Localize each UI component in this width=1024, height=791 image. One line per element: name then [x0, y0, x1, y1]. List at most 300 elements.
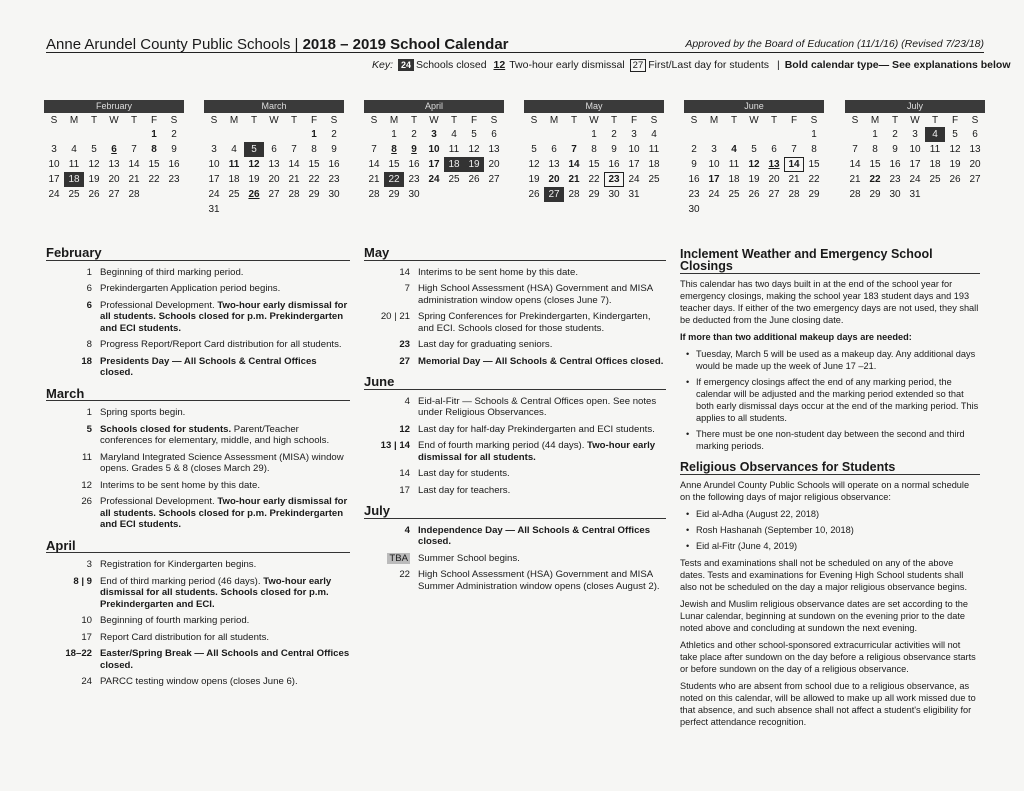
- day-cell: 15: [869, 159, 881, 170]
- day-cell: [424, 187, 444, 202]
- month-events-february: [46, 247, 350, 388]
- day-cell: 4: [451, 129, 457, 140]
- event-date: 8: [86, 339, 92, 350]
- day-cell: [264, 127, 284, 142]
- day-cell: 3: [631, 129, 637, 140]
- week-row: [684, 157, 824, 172]
- day-cell: 18: [929, 159, 941, 170]
- weekday-label: M: [69, 114, 79, 126]
- event-item: [364, 396, 666, 419]
- day-cell: [44, 127, 64, 142]
- day-cell: 19: [88, 174, 100, 185]
- day-cell: 17: [909, 159, 921, 170]
- week-row: [845, 142, 985, 157]
- week-row: [524, 127, 664, 142]
- day-cell: 22: [869, 174, 881, 185]
- week-row: [524, 187, 664, 202]
- week-row: [364, 172, 504, 187]
- day-cell: 25: [728, 189, 740, 200]
- month-header: March: [204, 100, 344, 113]
- weekday-label: F: [150, 114, 158, 126]
- week-row: [44, 187, 184, 202]
- day-cell: 24: [208, 189, 220, 200]
- event-date: 14: [399, 468, 410, 479]
- day-cell: 11: [448, 144, 460, 155]
- day-cell: [524, 127, 544, 142]
- week-row: [845, 127, 985, 142]
- month-calendar-march: [204, 100, 344, 217]
- day-cell: 23: [688, 189, 700, 200]
- day-cell: 4: [71, 144, 77, 155]
- day-cell: [544, 127, 564, 142]
- day-cell: [484, 187, 504, 202]
- day-cell: 24: [708, 189, 720, 200]
- day-cell: 26: [468, 174, 480, 185]
- event-date: 8 | 9: [73, 575, 92, 587]
- key-first-sample: 27: [630, 59, 647, 72]
- week-row: [364, 127, 504, 142]
- day-cell: 18: [444, 157, 464, 172]
- day-cell: 23: [408, 174, 420, 185]
- day-cell: [304, 202, 324, 217]
- day-cell: 26: [748, 189, 760, 200]
- day-cell: 14: [368, 159, 380, 170]
- event-date: 18: [81, 355, 92, 367]
- day-cell: 13: [548, 159, 560, 170]
- day-cell: 22: [808, 174, 820, 185]
- day-cell: 9: [411, 144, 417, 155]
- day-cell: 25: [929, 174, 941, 185]
- religious-lunar-note: Jewish and Muslim religious observance dates are set according to the Lunar calendar, beginning at sundown on the evening prior to the date noted above and concluding at sundown the next evening.: [680, 599, 969, 633]
- key-early-sample: 12: [493, 59, 506, 71]
- event-text: Eid-al-Fitr — Schools & Central Offices open. See notes under Religious Observances.: [418, 395, 657, 418]
- day-cell: 24: [628, 174, 640, 185]
- page-header: [46, 36, 984, 53]
- day-cell: 14: [784, 157, 804, 172]
- weekday-label: S: [370, 114, 378, 126]
- day-cell: 24: [909, 174, 921, 185]
- month-calendar-july: [845, 100, 985, 202]
- day-cell: 2: [171, 129, 177, 140]
- weekday-label: F: [630, 114, 638, 126]
- day-cell: 12: [248, 159, 260, 170]
- day-cell: [124, 127, 144, 142]
- day-cell: [284, 127, 304, 142]
- day-cell: 7: [291, 144, 297, 155]
- month-header: July: [845, 100, 985, 113]
- day-cell: 15: [808, 159, 820, 170]
- event-date: 12: [81, 479, 92, 491]
- event-date: 7: [404, 283, 410, 294]
- weekday-label: S: [650, 114, 658, 126]
- approval-note: Approved by the Board of Education (11/1/16) (Revised 7/23/18): [685, 38, 984, 50]
- month-heading: May: [364, 247, 666, 261]
- weekday-label: T: [90, 114, 98, 126]
- event-text: Memorial Day — All Schools & Central Offices closed.: [418, 355, 664, 367]
- day-cell: 21: [288, 174, 300, 185]
- day-cell: 31: [628, 189, 640, 200]
- event-date: 23: [399, 339, 410, 350]
- day-cell: 18: [728, 174, 740, 185]
- event-item: [46, 283, 350, 295]
- key-early-text: Two-hour early dismissal: [509, 59, 625, 71]
- day-cell: 27: [488, 174, 500, 185]
- day-cell: 12: [88, 159, 100, 170]
- event-date: 20 | 21: [380, 311, 410, 322]
- event-text: Last day for half-day Prekindergarten and ECI students.: [418, 423, 655, 435]
- month-calendar-april: [364, 100, 504, 202]
- weekday-label: S: [530, 114, 538, 126]
- day-cell: 26: [528, 189, 540, 200]
- religious-tests-note: Tests and examinations shall not be scheduled on any of the above dates. Tests and examinations for Evening High School students shall also not be scheduled on the day a major religious observance begins.: [680, 558, 968, 592]
- religious-absence-note: Students who are absent from school due to a religious observance, as noted on this calendar, will be allowed to make up all work missed due to that absence, and such absence shall not affect a student's eligibility for perfect attendance recognition.: [680, 681, 976, 727]
- event-item: [46, 496, 350, 531]
- day-cell: 8: [591, 144, 597, 155]
- week-row: [684, 172, 824, 187]
- religious-section: [680, 461, 980, 733]
- day-cell: 26: [248, 189, 260, 200]
- day-cell: 20: [108, 174, 120, 185]
- key-closed-text: Schools closed: [415, 59, 487, 71]
- day-cell: 14: [568, 159, 580, 170]
- day-cell: [744, 127, 764, 142]
- event-item: [46, 300, 350, 335]
- month-events-june: [364, 376, 666, 505]
- day-cell: 27: [108, 189, 120, 200]
- day-cell: 14: [128, 159, 140, 170]
- weekday-label: T: [250, 114, 258, 126]
- event-date: 12: [399, 423, 410, 435]
- day-cell: 30: [608, 189, 620, 200]
- weekday-label: T: [290, 114, 298, 126]
- day-cell: 21: [128, 174, 140, 185]
- day-cell: [244, 127, 264, 142]
- day-cell: 2: [691, 144, 697, 155]
- week-row: [684, 202, 824, 217]
- event-text: Professional Development. Two-hour early dismissal for all students. Schools closed for p.m. Prekindergarten and ECI students.: [100, 299, 348, 334]
- day-cell: 25: [448, 174, 460, 185]
- day-cell: [804, 202, 824, 217]
- event-date: 26: [81, 496, 92, 507]
- day-cell: 6: [111, 144, 117, 155]
- day-cell: 16: [408, 159, 420, 170]
- event-text: Summer School begins.: [418, 552, 520, 564]
- weekday-label: T: [410, 114, 418, 126]
- day-cell: 24: [48, 189, 60, 200]
- day-cell: 14: [288, 159, 300, 170]
- event-text: Spring sports begin.: [100, 407, 186, 418]
- event-date: 4: [404, 395, 410, 407]
- week-row: [204, 202, 344, 217]
- event-text: Last day for students.: [418, 468, 510, 479]
- day-cell: 21: [368, 174, 380, 185]
- event-date: 27: [399, 355, 410, 367]
- day-cell: [224, 127, 244, 142]
- day-cell: 23: [889, 174, 901, 185]
- event-text: Interims to be sent home by this date.: [100, 479, 260, 491]
- event-item: [364, 424, 666, 436]
- day-cell: 19: [464, 157, 484, 172]
- event-date: 1: [86, 407, 92, 418]
- event-date: 6: [86, 283, 92, 294]
- event-item: [364, 339, 666, 351]
- day-cell: 26: [949, 174, 961, 185]
- weekday-label: T: [770, 114, 778, 126]
- event-text: Schools closed for students. Parent/Teacher conferences for elementary, middle, and high schools.: [100, 423, 330, 446]
- day-cell: 6: [491, 129, 497, 140]
- weekday-label: W: [910, 114, 920, 126]
- weather-item: • If emergency closings affect the end of any marking period, the calendar will be adjusted and the marking period extended so that both early dismissal days occur at the end of the marking period. This applies to all students.: [690, 376, 980, 424]
- day-cell: 13: [108, 159, 120, 170]
- religious-item: • Eid al-Fitr (June 4, 2019): [690, 540, 980, 552]
- event-date: 3: [86, 559, 92, 570]
- day-cell: 28: [849, 189, 861, 200]
- event-date: TBA: [389, 552, 408, 564]
- event-item: [364, 485, 666, 497]
- day-cell: 11: [648, 144, 660, 155]
- week-row: [44, 172, 184, 187]
- day-cell: [284, 202, 304, 217]
- day-cell: 16: [168, 159, 180, 170]
- day-cell: 13: [268, 159, 280, 170]
- day-cell: 20: [969, 159, 981, 170]
- day-cell: 21: [849, 174, 861, 185]
- event-text: High School Assessment (HSA) Government and MISA Summer Administration window opens (closes August 2).: [418, 569, 660, 592]
- weekday-label: S: [330, 114, 338, 126]
- day-cell: 28: [368, 189, 380, 200]
- day-cell: [724, 127, 744, 142]
- day-cell: 29: [308, 189, 320, 200]
- day-cell: 10: [48, 159, 60, 170]
- day-cell: 2: [411, 129, 417, 140]
- day-cell: 1: [811, 129, 817, 140]
- day-cell: [764, 127, 784, 142]
- week-row: [845, 187, 985, 202]
- weekday-label: W: [429, 114, 439, 126]
- day-cell: 2: [331, 129, 337, 140]
- day-cell: 31: [208, 204, 220, 215]
- event-date: 6: [86, 299, 92, 311]
- weekday-label: S: [50, 114, 58, 126]
- day-cell: 23: [604, 172, 624, 187]
- event-item: [46, 339, 350, 351]
- event-item: [46, 407, 350, 419]
- event-date: 17: [399, 484, 410, 496]
- day-cell: 7: [131, 144, 137, 155]
- day-cell: 6: [972, 129, 978, 140]
- day-cell: 18: [228, 174, 240, 185]
- week-row: [524, 172, 664, 187]
- day-cell: 1: [591, 129, 597, 140]
- event-item: [46, 267, 350, 279]
- day-cell: [324, 202, 344, 217]
- weekday-label: T: [610, 114, 618, 126]
- day-cell: [84, 127, 104, 142]
- day-cell: 13: [488, 144, 500, 155]
- day-cell: 5: [471, 129, 477, 140]
- day-cell: 11: [68, 159, 80, 170]
- event-date: 5: [86, 423, 92, 435]
- day-cell: 7: [571, 144, 577, 155]
- day-cell: [364, 127, 384, 142]
- day-cell: [564, 127, 584, 142]
- week-row: [204, 127, 344, 142]
- day-cell: 17: [628, 159, 640, 170]
- day-cell: 4: [651, 129, 657, 140]
- day-cell: 17: [208, 174, 220, 185]
- day-cell: 19: [248, 174, 260, 185]
- day-cell: 28: [128, 189, 140, 200]
- event-item: [46, 424, 350, 447]
- day-cell: 23: [168, 174, 180, 185]
- event-item: [364, 525, 666, 548]
- day-cell: 1: [151, 129, 157, 140]
- day-cell: [845, 127, 865, 142]
- weekday-label: M: [389, 114, 399, 126]
- day-cell: 4: [731, 144, 737, 155]
- event-text: Last day for teachers.: [418, 484, 511, 496]
- day-cell: 25: [68, 189, 80, 200]
- day-cell: 9: [892, 144, 898, 155]
- religious-title: Religious Observances for Students: [680, 461, 980, 475]
- month-heading: March: [46, 388, 350, 402]
- day-cell: [965, 187, 985, 202]
- day-cell: 10: [428, 144, 440, 155]
- event-item: [364, 356, 666, 368]
- event-text: Professional Development. Two-hour early dismissal for all students. Schools closed for p.m. Prekindergarten and ECI students.: [100, 496, 348, 530]
- weekday-label: F: [470, 114, 478, 126]
- religious-item: • Eid al-Adha (August 22, 2018): [690, 508, 980, 520]
- day-cell: 20: [488, 159, 500, 170]
- day-cell: 1: [872, 129, 878, 140]
- day-cell: 31: [909, 189, 921, 200]
- event-text: End of fourth marking period (44 days). Two-hour early dismissal for all students.: [418, 440, 656, 463]
- day-cell: [644, 187, 664, 202]
- page-title: [46, 36, 509, 53]
- day-cell: 22: [148, 174, 160, 185]
- day-cell: 8: [311, 144, 317, 155]
- day-cell: 28: [568, 189, 580, 200]
- event-item: [46, 632, 350, 644]
- weekday-label: T: [450, 114, 458, 126]
- day-cell: 16: [889, 159, 901, 170]
- day-cell: 7: [371, 144, 377, 155]
- event-item: [46, 559, 350, 571]
- day-cell: 6: [271, 144, 277, 155]
- day-cell: 27: [768, 189, 780, 200]
- event-item: [364, 267, 666, 279]
- day-cell: 30: [889, 189, 901, 200]
- weekday-label: W: [269, 114, 279, 126]
- day-cell: 5: [91, 144, 97, 155]
- day-cell: [945, 187, 965, 202]
- week-row: [364, 157, 504, 172]
- event-text: Spring Conferences for Prekindergarten, Kindergarten, and ECI. Schools closed for those students.: [418, 311, 651, 334]
- month-events-march: [46, 385, 350, 540]
- day-cell: 11: [228, 159, 240, 170]
- event-date: 24: [81, 676, 92, 687]
- event-item: [364, 311, 666, 334]
- week-row: [524, 142, 664, 157]
- weekday-label: S: [810, 114, 818, 126]
- event-text: Interims to be sent home by this date.: [418, 266, 578, 278]
- day-cell: 9: [171, 144, 177, 155]
- event-item: [46, 356, 350, 379]
- calendar-title: 2018 – 2019 School Calendar: [302, 36, 509, 53]
- day-cell: 9: [691, 159, 697, 170]
- day-cell: 30: [328, 189, 340, 200]
- week-row: [364, 142, 504, 157]
- day-cell: 14: [849, 159, 861, 170]
- day-cell: 2: [892, 129, 898, 140]
- event-text: Beginning of third marking period.: [100, 266, 244, 278]
- weekday-label: S: [490, 114, 498, 126]
- event-date: 10: [81, 615, 92, 626]
- events-column-2: [364, 247, 666, 601]
- day-cell: 11: [929, 144, 941, 155]
- event-item: [364, 468, 666, 480]
- day-cell: [744, 202, 764, 217]
- week-row: [204, 157, 344, 172]
- day-cell: 20: [268, 174, 280, 185]
- day-cell: 10: [208, 159, 220, 170]
- event-date: 22: [399, 569, 410, 580]
- week-row: [684, 127, 824, 142]
- day-cell: [224, 202, 244, 217]
- key-first-text: First/Last day for students: [648, 59, 770, 71]
- day-cell: 30: [688, 204, 700, 215]
- day-cell: 12: [528, 159, 540, 170]
- day-cell: 17: [428, 159, 440, 170]
- day-cell: 29: [588, 189, 600, 200]
- day-cell: 5: [244, 142, 264, 157]
- day-cell: [724, 202, 744, 217]
- month-header: June: [684, 100, 824, 113]
- day-cell: 5: [531, 144, 537, 155]
- day-cell: 22: [384, 172, 404, 187]
- event-text: Registration for Kindergarten begins.: [100, 559, 257, 570]
- day-cell: 29: [808, 189, 820, 200]
- month-heading: June: [364, 376, 666, 390]
- day-cell: 16: [688, 174, 700, 185]
- weather-section: [680, 248, 980, 457]
- day-cell: 19: [528, 174, 540, 185]
- religious-athletics-note: Athletics and other school-sponsored extracurricular activities will not take place after sundown on the day before a religious observance starts or before sundown on the day of a religious observance.: [680, 640, 976, 674]
- event-date: 4: [404, 524, 410, 536]
- day-cell: [104, 127, 124, 142]
- event-item: [364, 440, 666, 463]
- weekday-label: F: [951, 114, 959, 126]
- day-cell: 20: [548, 174, 560, 185]
- day-cell: 1: [391, 129, 397, 140]
- day-cell: 1: [311, 129, 317, 140]
- weekday-label: W: [109, 114, 119, 126]
- weekday-label: T: [891, 114, 899, 126]
- religious-list: [680, 508, 980, 552]
- event-item: [46, 615, 350, 627]
- day-cell: 8: [811, 144, 817, 155]
- day-cell: 28: [788, 189, 800, 200]
- day-cell: 21: [568, 174, 580, 185]
- event-text: Presidents Day — All Schools & Central Offices closed.: [100, 355, 317, 378]
- day-cell: 4: [231, 144, 237, 155]
- religious-item: • Rosh Hashanah (September 10, 2018): [690, 524, 980, 536]
- day-cell: 18: [648, 159, 660, 170]
- day-cell: 13: [969, 144, 981, 155]
- weekday-label: M: [229, 114, 239, 126]
- weekday-label: F: [310, 114, 318, 126]
- weekday-label: T: [931, 114, 939, 126]
